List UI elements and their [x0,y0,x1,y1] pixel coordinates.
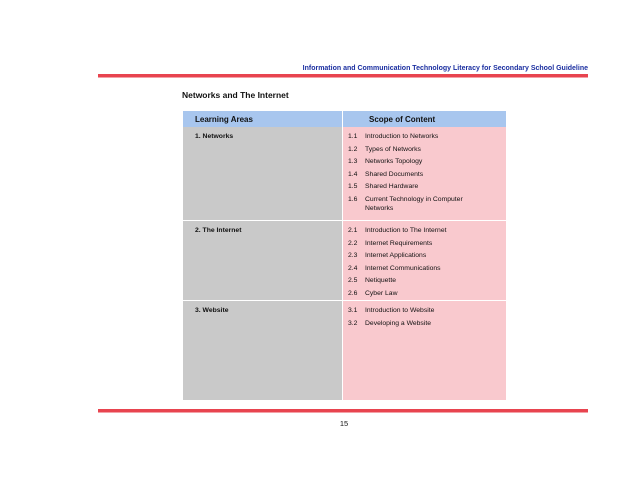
topic-item [348,145,506,154]
topic-number: 2.1 [348,227,358,234]
topic-text: Netiquette [365,277,396,285]
topic-text: Introduction to Website [365,307,435,314]
section-title: Networks and The Internet [182,90,289,100]
topic-item [348,132,506,141]
topic-text: Developing a Website [365,319,431,327]
topic-text: Internet Requirements [365,239,433,247]
topic-item [348,226,506,235]
topic-number: 2.6 [348,289,358,297]
topic-item [348,182,506,191]
topic-number: 1.4 [348,170,358,178]
footer-rule [98,409,588,413]
topic-item [348,195,506,213]
topic-number: 1.1 [348,133,358,140]
topic-item [348,239,506,248]
topic-number: 1.2 [348,145,358,153]
topic-text: Current Technology in Computer Networks [365,195,463,212]
topic-item [348,157,506,166]
document-header-title: Information and Communication Technology Literacy for Secondary School Guideline [302,65,588,72]
topic-number: 3.2 [348,319,358,327]
topic-item [348,251,506,260]
learning-area-cell: 1. Networks [183,127,343,221]
topic-number: 2.3 [348,252,358,260]
topic-item [348,264,506,273]
learning-area-cell: 2. The Internet [183,221,343,301]
scope-cell [343,301,506,400]
topic-item [348,170,506,179]
curriculum-table [183,111,506,400]
scope-cell [343,221,506,301]
topic-number: 2.2 [348,239,358,247]
topic-number: 1.6 [348,195,358,203]
topic-text: Shared Hardware [365,183,419,191]
topic-item [348,319,506,328]
topic-text: Introduction to The Internet [365,227,447,234]
column-header-learning-areas: Learning Areas [183,111,343,127]
topic-text: Networks Topology [365,158,423,166]
topic-number: 1.5 [348,183,358,191]
topic-text: Types of Networks [365,145,421,153]
topic-text: Internet Communications [365,264,441,272]
topic-text: Internet Applications [365,252,427,260]
topic-text: Introduction to Networks [365,133,439,140]
topic-item [348,306,506,315]
header-rule [98,74,588,78]
topic-number: 2.5 [348,277,358,285]
topic-number: 1.3 [348,158,358,166]
topic-number: 3.1 [348,307,358,314]
topic-number: 2.4 [348,264,358,272]
scope-cell [343,127,506,221]
learning-area-cell: 3. Website [183,301,343,400]
topic-text: Shared Documents [365,170,424,178]
topic-item [348,289,506,298]
topic-item [348,276,506,285]
page-number: 15 [339,419,349,428]
topic-text: Cyber Law [365,289,398,297]
column-header-scope: Scope of Content [343,111,506,127]
